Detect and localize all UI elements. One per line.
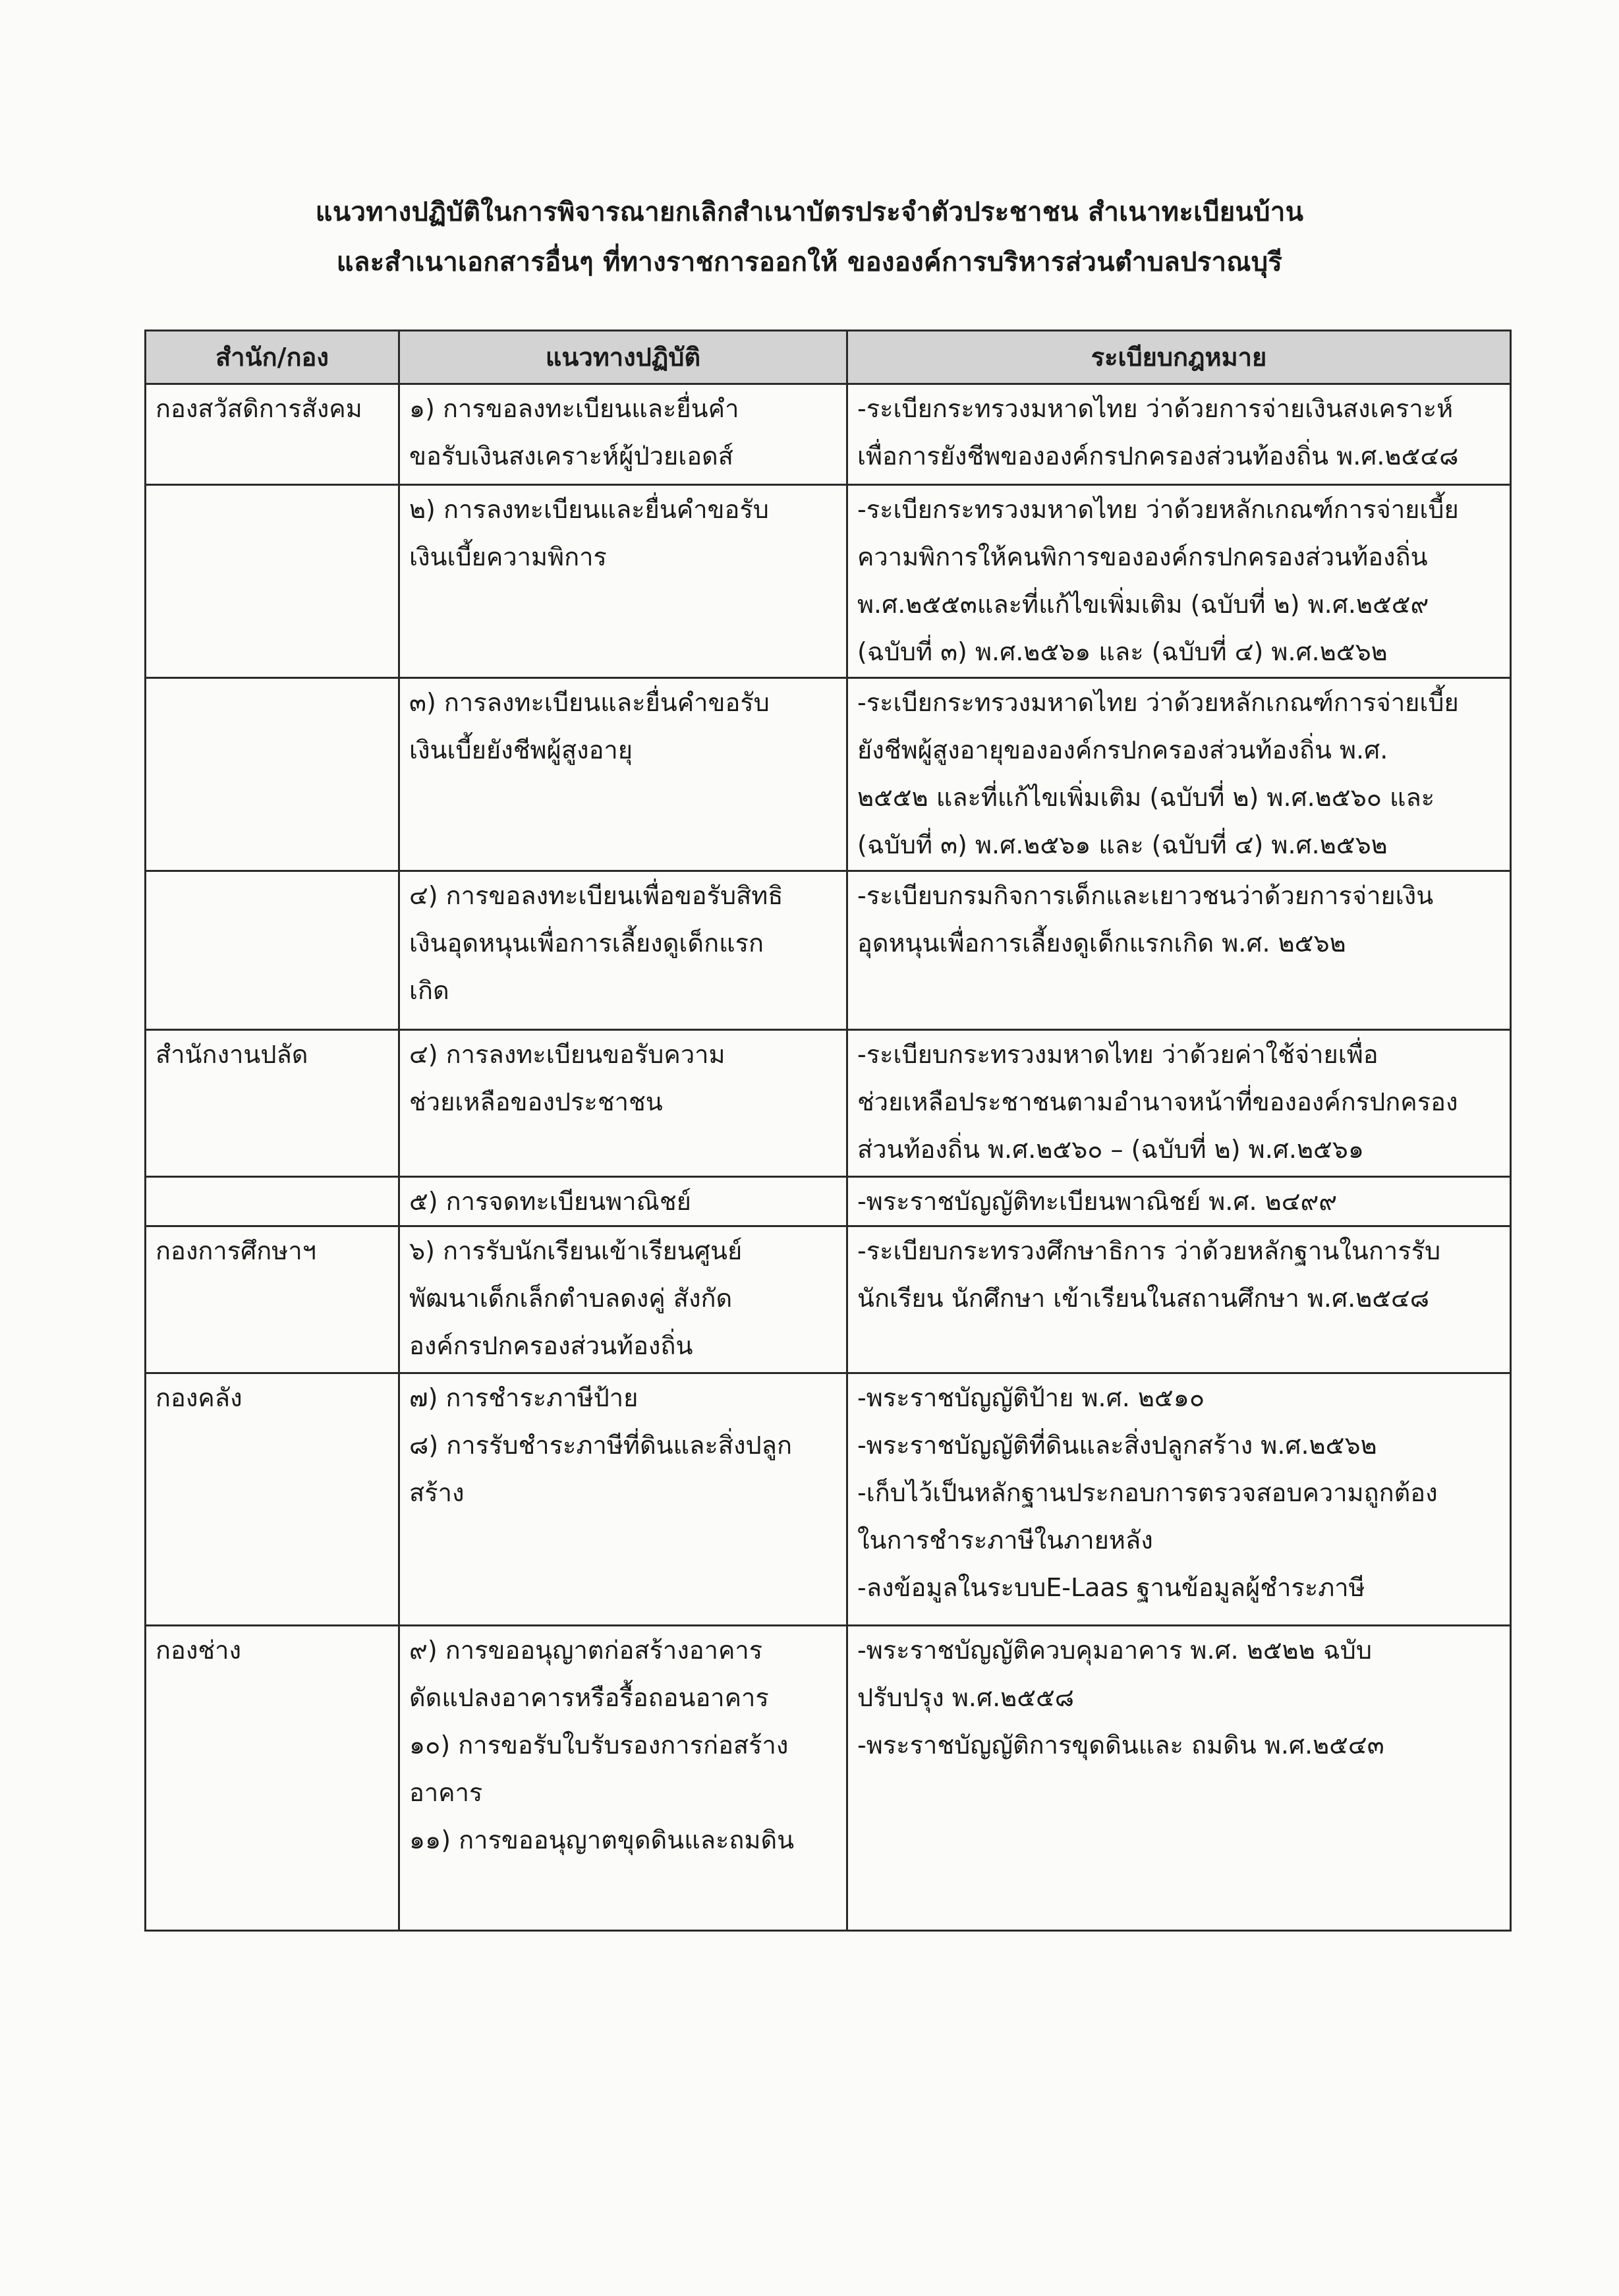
document-title-line-2: และสำเนาเอกสารอื่นๆ ที่ทางราชการออกให้ ขององค์การบริหารส่วนตำบลปราณบุรี: [336, 247, 1283, 277]
practice-text: ๖) การรับนักเรียนเข้าเรียนศูนย์ พัฒนาเด็กเล็กตำบลดงคู่ สังกัด องค์กรปกครองส่วนท้องถิ่น: [409, 1236, 743, 1360]
office-cell: [146, 1030, 399, 1177]
regulation-text: -พระราชบัญญัติควบคุมอาคาร พ.ศ. ๒๕๒๒ ฉบับ ปรับปรุง พ.ศ.๒๕๕๘ -พระราชบัญญัติการขุดดินและ ถมดิน พ.ศ.๒๕๔๓: [857, 1636, 1384, 1760]
office-cell: [146, 1226, 399, 1373]
table-row: [146, 485, 1511, 678]
table-row: [146, 1226, 1511, 1373]
practice-text: ๒) การลงทะเบียนและยื่นคำขอรับ เงินเบี้ยความพิการ: [409, 495, 769, 571]
table-row: [146, 1373, 1511, 1626]
office-text: กองการศึกษาฯ: [156, 1236, 316, 1265]
practice-cell: [399, 384, 847, 485]
regulation-cell: [847, 1030, 1511, 1177]
table-row: [146, 1626, 1511, 1931]
header-office: สำนัก/กอง: [146, 331, 399, 384]
document-title-line-1: แนวทางปฏิบัติในการพิจารณายกเลิกสำเนาบัตรประจำตัวประชาชน สำเนาทะเบียนบ้าน: [315, 197, 1304, 227]
table-row: [146, 1177, 1511, 1226]
header-regulation: ระเบียบกฎหมาย: [847, 331, 1511, 384]
practice-cell: [399, 1030, 847, 1177]
practice-text: ๕) การจดทะเบียนพาณิชย์: [409, 1187, 691, 1216]
regulation-cell: [847, 1373, 1511, 1626]
regulation-cell: [847, 678, 1511, 871]
regulation-text: -พระราชบัญญัติป้าย พ.ศ. ๒๕๑๐ -พระราชบัญญัติที่ดินและสิ่งปลูกสร้าง พ.ศ.๒๕๖๒ -เก็บไว้เป็นหลักฐานประกอบการตรวจสอบความถูกต้อง ในการชำระภาษีในภายหลัง -ลงข้อมูลในระบบE-Laas ฐานข้อมูลผู้ชำระภาษี: [857, 1383, 1438, 1602]
practice-text: ๓) การลงทะเบียนและยื่นคำขอรับ เงินเบี้ยยังชีพผู้สูงอายุ: [409, 688, 770, 764]
office-cell: [146, 485, 399, 678]
practice-cell: [399, 1226, 847, 1373]
office-cell: [146, 1373, 399, 1626]
office-cell: [146, 871, 399, 1030]
practice-text: ๔) การขอลงทะเบียนเพื่อขอรับสิทธิ เงินอุดหนุนเพื่อการเลี้ยงดูเด็กแรก เกิด: [409, 881, 783, 1005]
practice-text: ๙) การขออนุญาตก่อสร้างอาคาร ดัดแปลงอาคารหรือรื้อถอนอาคาร ๑๐) การขอรับใบรับรองการก่อสร้าง อาคาร ๑๑) การขออนุญาตขุดดินและถมดิน: [409, 1636, 795, 1854]
regulation-cell: [847, 1626, 1511, 1931]
regulation-cell: [847, 1226, 1511, 1373]
practice-cell: [399, 485, 847, 678]
table-row: [146, 1030, 1511, 1177]
table-row: [146, 871, 1511, 1030]
office-text: กองช่าง: [156, 1636, 242, 1665]
practice-cell: [399, 1373, 847, 1626]
practice-text: ๔) การลงทะเบียนขอรับความ ช่วยเหลือของประชาชน: [409, 1040, 725, 1116]
regulation-text: -ระเบียกระทรวงมหาดไทย ว่าด้วยการจ่ายเงินสงเคราะห์ เพื่อการยังชีพขององค์กรปกครองส่วนท้องถิ่น พ.ศ.๒๕๔๘: [857, 394, 1459, 471]
regulation-text: -ระเบียบกระทรวงศึกษาธิการ ว่าด้วยหลักฐานในการรับ นักเรียน นักศึกษา เข้าเรียนในสถานศึกษา พ.ศ.๒๕๔๘: [857, 1236, 1441, 1313]
practice-cell: [399, 1626, 847, 1931]
regulation-cell: [847, 384, 1511, 485]
table-row: [146, 678, 1511, 871]
regulation-text: -ระเบียบกรมกิจการเด็กและเยาวชนว่าด้วยการจ่ายเงิน อุดหนุนเพื่อการเลี้ยงดูเด็กแรกเกิด พ.ศ. ๒๕๖๒: [857, 881, 1434, 958]
regulation-cell: [847, 485, 1511, 678]
practice-cell: [399, 1177, 847, 1226]
office-text: กองสวัสดิการสังคม: [156, 394, 362, 423]
office-cell: [146, 384, 399, 485]
office-text: กองคลัง: [156, 1383, 242, 1412]
table-header-row: [146, 331, 1511, 384]
practice-text: ๑) การขอลงทะเบียนและยื่นคำ ขอรับเงินสงเคราะห์ผู้ป่วยเอดส์: [409, 394, 739, 471]
regulation-text: -พระราชบัญญัติทะเบียนพาณิชย์ พ.ศ. ๒๔๙๙: [857, 1187, 1338, 1216]
regulation-table: [144, 330, 1512, 1932]
table-row: [146, 384, 1511, 485]
regulation-text: -ระเบียกระทรวงมหาดไทย ว่าด้วยหลักเกณฑ์การจ่ายเบี้ย ความพิการให้คนพิการขององค์กรปกครองส่วนท้องถิ่น พ.ศ.๒๕๕๓และที่แก้ไขเพิ่มเติม (ฉบับที่ ๒) พ.ศ.๒๕๕๙ (ฉบับที่ ๓) พ.ศ.๒๕๖๑ และ (ฉบับที่ ๔) พ.ศ.๒๕๖๒: [857, 495, 1459, 666]
practice-cell: [399, 871, 847, 1030]
header-practice: แนวทางปฏิบัติ: [399, 331, 847, 384]
regulation-cell: [847, 871, 1511, 1030]
office-cell: [146, 1626, 399, 1931]
practice-text: ๗) การชำระภาษีป้าย ๘) การรับชำระภาษีที่ดินและสิ่งปลูก สร้าง: [409, 1383, 792, 1507]
office-cell: [146, 1177, 399, 1226]
regulation-text: -ระเบียกระทรวงมหาดไทย ว่าด้วยหลักเกณฑ์การจ่ายเบี้ย ยังชีพผู้สูงอายุขององค์กรปกครองส่วนท้องถิ่น พ.ศ. ๒๕๕๒ และที่แก้ไขเพิ่มเติม (ฉบับที่ ๒) พ.ศ.๒๕๖๐ และ (ฉบับที่ ๓) พ.ศ.๒๕๖๑ และ (ฉบับที่ ๔) พ.ศ.๒๕๖๒: [857, 688, 1459, 859]
regulation-cell: [847, 1177, 1511, 1226]
regulation-text: -ระเบียบกระทรวงมหาดไทย ว่าด้วยค่าใช้จ่ายเพื่อ ช่วยเหลือประชาชนตามอำนาจหน้าที่ขององค์กรปกครอง ส่วนท้องถิ่น พ.ศ.๒๕๖๐ – (ฉบับที่ ๒) พ.ศ.๒๕๖๑: [857, 1040, 1458, 1164]
office-text: สำนักงานปลัด: [156, 1040, 308, 1069]
practice-cell: [399, 678, 847, 871]
office-cell: [146, 678, 399, 871]
